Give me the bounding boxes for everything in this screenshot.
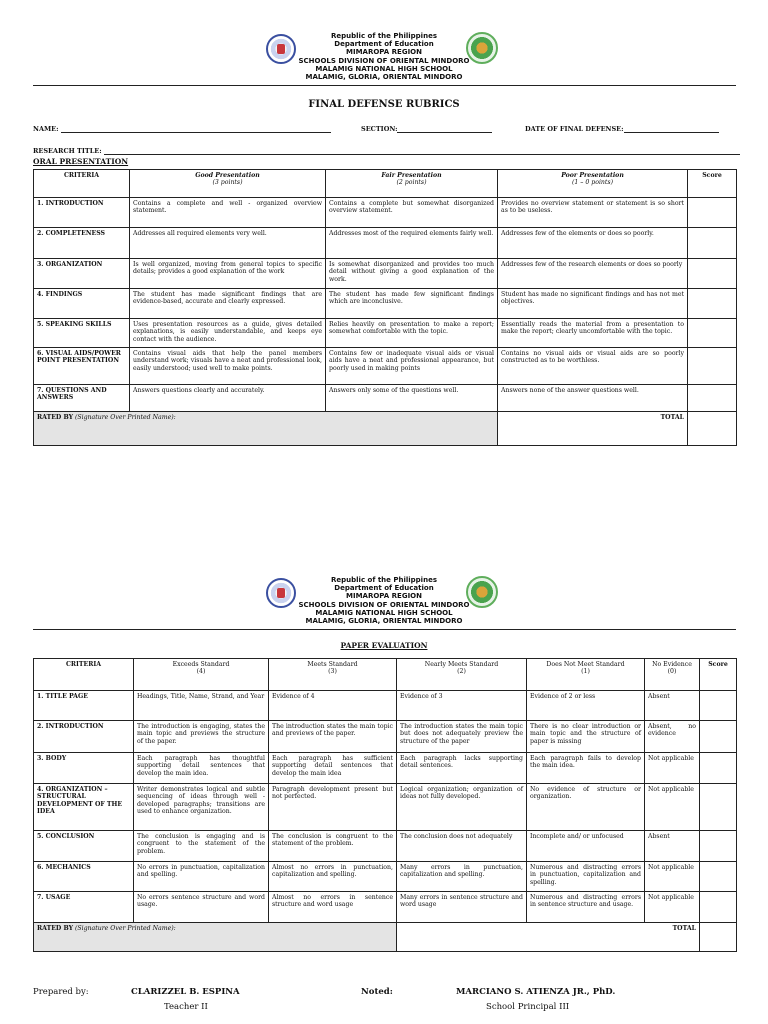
table-row [34,228,737,259]
letterhead-line: Republic of the Philippines [331,576,437,584]
letterhead-line: MIMAROPA REGION [346,48,422,57]
score-cell[interactable] [700,862,737,892]
date-field[interactable] [525,125,719,133]
table-row [34,831,737,862]
row-none: Not applicable [645,892,700,923]
rated-by-label: RATED BY [37,925,73,932]
letterhead-line: Department of Education [334,584,434,593]
not-header-points: (1) [581,668,590,676]
row-meets: Almost no errors in punctuation, capitalization and spelling. [269,862,397,892]
score-cell[interactable] [688,319,737,348]
nearly-header-points: (2) [457,668,466,676]
row-criteria: 6. VISUAL AIDS/POWER POINT PRESENTATION [34,348,130,385]
table-header-row [34,659,737,691]
row-good: Uses presentation resources as a guide, gives detailed explanations, is easily understandable, and keeps eye contact with the audience. [130,319,326,348]
row-good: Is well organized, moving from general topics to specific details; provides a good explanation of the work [130,259,326,289]
table-row [34,691,737,721]
row-good: The student has made significant findings that are evidence-based, accurate and clearly expressed. [130,289,326,319]
rated-by-row [34,923,737,952]
research-title-label: RESEARCH TITLE: [33,147,102,155]
row-not: Numerous and distracting errors in punctuation, capitalization and spelling. [527,862,645,892]
row-not: No evidence of structure or organization. [527,784,645,831]
table-row [34,319,737,348]
oral-presentation-table [33,169,737,446]
row-exceeds: Each paragraph has thoughtful supporting detail sentences that develop the main idea. [134,753,269,784]
row-not: Each paragraph fails to develop the main idea. [527,753,645,784]
score-cell[interactable] [700,784,737,831]
not-header-label: Does Not Meet Standard [546,661,625,668]
none-header-points: (0) [667,668,677,676]
total-label: TOTAL [397,923,700,952]
row-fair: Addresses most of the required elements fairly well. [326,228,498,259]
row-good: Answers questions clearly and accurately. [130,385,326,412]
section-field[interactable] [361,125,492,133]
row-poor: Answers none of the answer questions well. [498,385,688,412]
paper-evaluation-table [33,658,737,952]
paper-evaluation-heading: PAPER EVALUATION [340,641,428,650]
table-row [34,862,737,892]
row-criteria: 7. QUESTIONS AND ANSWERS [34,385,130,412]
row-not: Incomplete and/ or unfocused [527,831,645,862]
not-header [527,659,645,691]
score-cell[interactable] [700,721,737,753]
letterhead-line: MALAMIG, GLORIA, ORIENTAL MINDORO [305,73,463,82]
rated-by-hint: (Signature Over Printed Name): [74,414,176,421]
row-nearly: Logical organization; organization of ideas not fully developed. [397,784,527,831]
score-cell[interactable] [700,691,737,721]
table-row [34,289,737,319]
name-field[interactable] [33,125,331,133]
oral-presentation-heading: ORAL PRESENTATION [33,157,129,166]
good-header-points: (3 points) [212,179,243,187]
row-good: Addresses all required elements very well. [130,228,326,259]
rated-by-label: RATED BY [37,414,73,421]
row-meets: Almost no errors in sentence structure and word usage [269,892,397,923]
row-exceeds: The conclusion is engaging and is congruent to the statement of the problem. [134,831,269,862]
score-cell[interactable] [700,892,737,923]
row-criteria: 5. CONCLUSION [34,831,134,862]
preparer-title: Teacher II [164,1002,208,1012]
table-row [34,721,737,753]
row-none: Absent, no evidence [645,721,700,753]
letterhead-bottom [0,576,768,632]
letterhead-text [0,576,768,625]
noter-title: School Principal III [486,1002,570,1012]
letterhead-top [0,32,768,88]
row-criteria: 2. COMPLETENESS [34,228,130,259]
section-label: SECTION: [361,125,398,133]
nearly-header-label: Nearly Meets Standard [424,661,499,668]
criteria-header: CRITERIA [34,170,130,198]
meets-header-points: (3) [328,668,337,676]
row-fair: Contains few or inadequate visual aids or visual aids have a neat and professional appearance, but poorly used in making points [326,348,498,385]
letterhead-line: MALAMIG NATIONAL HIGH SCHOOL [315,64,453,73]
row-nearly: Many errors in sentence structure and word usage [397,892,527,923]
row-exceeds: Headings, Title, Name, Strand, and Year [134,691,269,721]
row-nearly: Evidence of 3 [397,691,527,721]
fair-header-label: Fair Presentation [381,172,442,179]
row-exceeds: No errors in punctuation, capitalization and spelling. [134,862,269,892]
row-none: Not applicable [645,753,700,784]
table-row [34,348,737,385]
row-poor: Provides no overview statement or statement is so short as to be useless. [498,198,688,228]
row-not: Numerous and distracting errors in sentence structure and usage. [527,892,645,923]
letterhead-line: MIMAROPA REGION [346,592,422,601]
letterhead-line: MALAMIG, GLORIA, ORIENTAL MINDORO [305,617,463,626]
row-criteria: 2. INTRODUCTION [34,721,134,753]
prepared-by-label: Prepared by: [33,987,89,997]
letterhead-divider [33,85,736,86]
rated-by-cell[interactable] [34,412,498,446]
table-row [34,385,737,412]
exceeds-header-label: Exceeds Standard [172,661,230,668]
row-nearly: Each paragraph lacks supporting detail sentences. [397,753,527,784]
row-none: Not applicable [645,862,700,892]
fair-header [326,170,498,198]
total-score-cell[interactable] [688,412,737,446]
row-criteria: 5. SPEAKING SKILLS [34,319,130,348]
poor-header [498,170,688,198]
criteria-header: CRITERIA [34,659,134,691]
total-score-cell[interactable] [700,923,737,952]
exceeds-header [134,659,269,691]
row-poor: Addresses few of the research elements or does so poorly [498,259,688,289]
row-nearly: Many errors in punctuation, capitalization and spelling. [397,862,527,892]
letterhead-line: Department of Education [334,40,434,49]
score-cell[interactable] [700,831,737,862]
row-criteria: 3. ORGANIZATION [34,259,130,289]
none-header-label: No Evidence [652,661,692,668]
meets-header-label: Meets Standard [307,661,358,668]
row-meets: The introduction states the main topic and previews of the paper. [269,721,397,753]
name-label: NAME: [33,125,59,133]
poor-header-points: (1 – 0 points) [571,179,613,187]
row-criteria: 1. INTRODUCTION [34,198,130,228]
score-header: Score [700,659,737,691]
poor-header-label: Poor Presentation [561,172,624,179]
letterhead-divider [33,629,736,630]
row-criteria: 6. MECHANICS [34,862,134,892]
row-poor: Essentially reads the material from a presentation to make the report; clearly uncomfortable with the topic. [498,319,688,348]
row-not: There is no clear introduction or main topic and the structure of paper is missing [527,721,645,753]
row-fair: Contains a complete but somewhat disorganized overview statement. [326,198,498,228]
score-cell[interactable] [688,289,737,319]
nearly-header [397,659,527,691]
noter-name: MARCIANO S. ATIENZA JR., PhD. [456,987,616,997]
research-title-field[interactable] [33,147,740,155]
row-fair: Relies heavily on presentation to make a report; somewhat comfortable with the topic. [326,319,498,348]
letterhead-line: SCHOOLS DIVISION OF ORIENTAL MINDORO [298,56,470,65]
row-exceeds: No errors sentence structure and word usage. [134,892,269,923]
row-nearly: The introduction states the main topic but does not adequately preview the structure of the paper [397,721,527,753]
preparer-name: CLARIZZEL B. ESPINA [131,987,240,997]
row-none: Absent [645,691,700,721]
row-none: Not applicable [645,784,700,831]
row-criteria: 3. BODY [34,753,134,784]
letterhead-line: SCHOOLS DIVISION OF ORIENTAL MINDORO [298,600,470,609]
table-header-row [34,170,737,198]
row-not: Evidence of 2 or less [527,691,645,721]
row-poor: Student has made no significant findings and has not met objectives. [498,289,688,319]
noted-label: Noted: [361,987,393,997]
row-criteria: 7. USAGE [34,892,134,923]
good-header-label: Good Presentation [195,172,260,179]
row-poor: Addresses few of the elements or does so poorly. [498,228,688,259]
row-meets: Evidence of 4 [269,691,397,721]
table-row [34,784,737,831]
row-good: Contains visual aids that help the panel members understand work; visuals have a neat and professional look, easily understood; used well to make points. [130,348,326,385]
row-meets: The conclusion is congruent to the statement of the problem. [269,831,397,862]
row-fair: The student has made few significant findings which are inconclusive. [326,289,498,319]
row-meets: Each paragraph has sufficient supporting detail sentences that develop the main idea [269,753,397,784]
rated-by-hint: (Signature Over Printed Name): [74,925,176,932]
rated-by-row [34,412,737,446]
row-exceeds: Writer demonstrates logical and subtle sequencing of ideas through well - developed paragraphs; transitions are used to enhance organization. [134,784,269,831]
rated-by-cell[interactable] [34,923,397,952]
row-meets: Paragraph development present but not perfected. [269,784,397,831]
table-row [34,892,737,923]
fair-header-points: (2 points) [396,179,427,187]
letterhead-line: Republic of the Philippines [331,32,437,40]
score-cell[interactable] [688,259,737,289]
row-nearly: The conclusion does not adequately [397,831,527,862]
row-fair: Answers only some of the questions well. [326,385,498,412]
score-cell[interactable] [688,228,737,259]
none-header [645,659,700,691]
table-row [34,259,737,289]
row-criteria: 4. ORGANIZATION – STRUCTURAL DEVELOPMENT OF THE IDEA [34,784,134,831]
letterhead-text [0,32,768,81]
total-label: TOTAL [498,412,688,446]
row-criteria: 4. FINDINGS [34,289,130,319]
score-cell[interactable] [688,385,737,412]
row-fair: Is somewhat disorganized and provides too much detail without giving a good explanation of the work. [326,259,498,289]
row-exceeds: The introduction is engaging, states the main topic and previews the structure of the paper. [134,721,269,753]
row-good: Contains a complete and well - organized overview statement. [130,198,326,228]
table-row [34,198,737,228]
table-row [34,753,737,784]
row-criteria: 1. TITLE PAGE [34,691,134,721]
page-title: FINAL DEFENSE RUBRICS [308,99,460,110]
score-cell[interactable] [688,198,737,228]
date-label: DATE OF FINAL DEFENSE: [525,125,624,133]
exceeds-header-points: (4) [196,668,206,676]
score-cell[interactable] [688,348,737,385]
score-header: Score [688,170,737,198]
meets-header [269,659,397,691]
good-header [130,170,326,198]
row-none: Absent [645,831,700,862]
score-cell[interactable] [700,753,737,784]
letterhead-line: MALAMIG NATIONAL HIGH SCHOOL [315,608,453,617]
row-poor: Contains no visual aids or visual aids are so poorly constructed as to be worthless. [498,348,688,385]
